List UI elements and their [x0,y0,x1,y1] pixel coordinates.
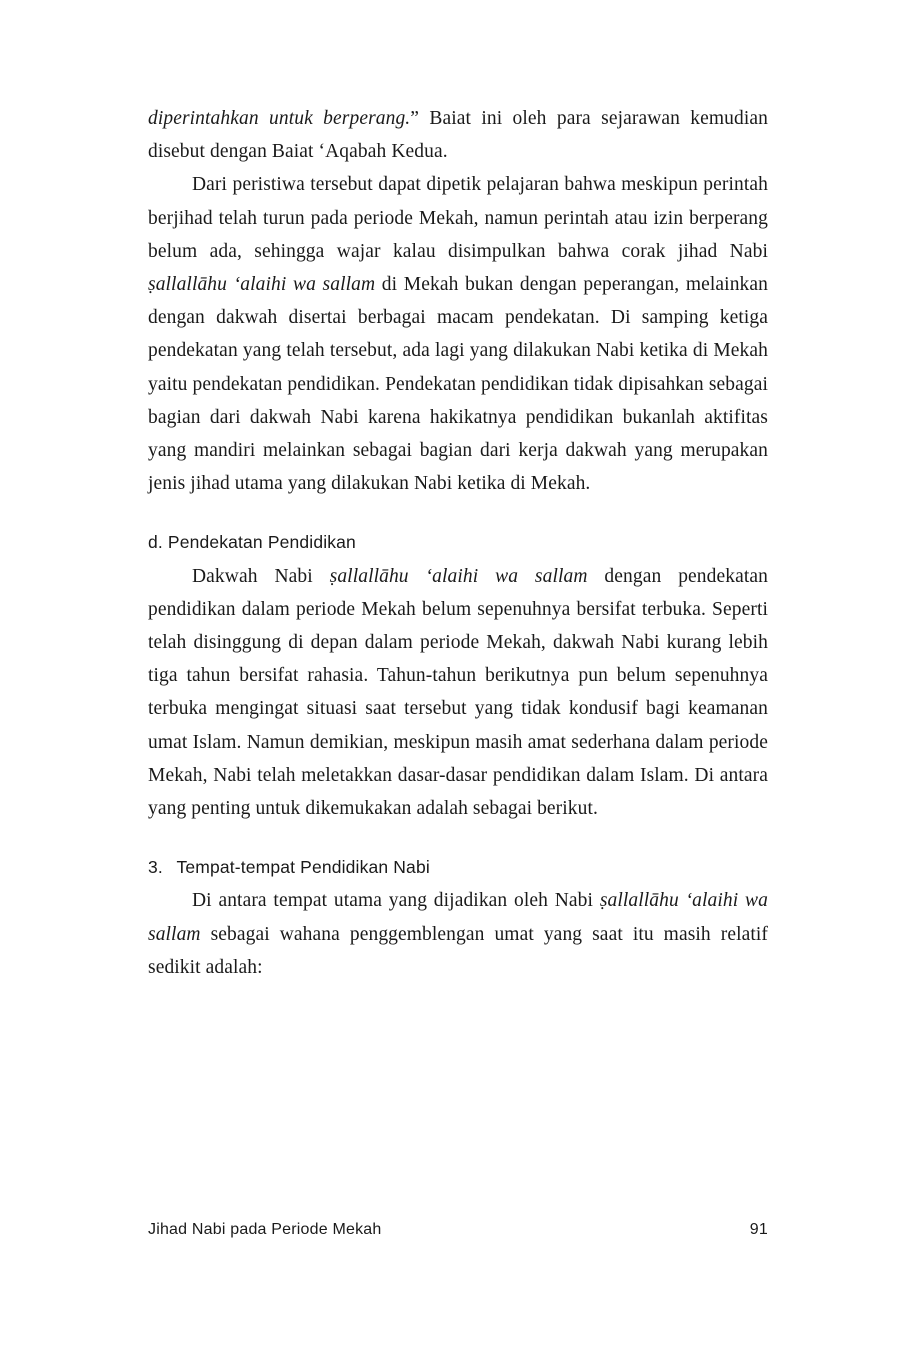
page-footer [148,1221,768,1239]
footer-running-head: Jihad Nabi pada Periode Mekah [148,1221,382,1238]
italic-phrase: ṣallallāhu ‘alaihi wa sallam [148,274,376,296]
section-heading-pendekatan-pendidikan: d. Pendekatan Pendidikan [148,532,356,553]
text-run: Di antara tempat utama yang dijadikan oleh Nabi [192,890,600,912]
text-run: ” Baiat ini oleh para sejarawan kemudian disebut dengan Baiat ‘Aqabah Kedua. [148,108,768,163]
text-run: dengan pendekatan pendidikan dalam periode Mekah belum sepenuhnya bersifat terbuka. Seperti telah disinggung di depan dalam periode Mekah, dakwah Nabi kurang lebih tiga tahun bersifat rahasia. Tahun-tahun berikutnya pun belum sepenuhnya terbuka mengingat situasi saat tersebut yang tidak kondusif bagi keamanan umat Islam. Namun demikian, meskipun masih amat sederhana dalam periode Mekah, Nabi telah meletakkan dasar-dasar pendidikan dalam Islam. Di antara yang penting untuk dikemukakan adalah sebagai berikut. [148,565,768,820]
italic-phrase: ṣallallāhu ‘alaihi wa sallam [329,565,588,587]
text-run: di Mekah bukan dengan peperangan, melainkan dengan dakwah disertai berbagai macam pendekatan. Di samping ketiga pendekatan yang telah tersebut, ada lagi yang dilakukan Nabi ketika di Mekah yaitu pendekatan pendidikan. Pendekatan pendidikan tidak dipisahkan sebagai bagian dari dakwah Nabi karena hakikatnya pendidikan bukanlah aktifitas yang mandiri melainkan sebagai bagian dari kerja dakwah yang merupakan jenis jihad utama yang dilakukan Nabi ketika di Mekah. [148,274,768,495]
text-run: Dari peristiwa tersebut dapat dipetik pelajaran bahwa meskipun perintah berjihad telah turun pada periode Mekah, namun perintah atau izin berperang belum ada, sehingga wajar kalau disimpulkan bahwa corak jihad Nabi [148,174,768,262]
text-run: Dakwah Nabi [192,565,330,587]
section-heading-tempat-pendidikan: 3. Tempat-tempat Pendidikan Nabi [148,857,430,878]
page-text-body [148,102,768,984]
paragraph-dakwah-pendekatan [148,560,768,826]
paragraph-continuation [148,102,768,168]
footer-page-number: 91 [749,1221,768,1238]
paragraph-tempat-utama [148,884,768,984]
italic-phrase: ṣallallāhu ‘alaihi wa sallam [148,890,768,945]
text-run: sebagai wahana penggemblengan umat yang saat itu masih relatif sedikit adalah: [148,923,768,978]
paragraph-pelajaran [148,168,768,500]
italic-phrase: diperintahkan untuk berperang. [148,108,411,129]
